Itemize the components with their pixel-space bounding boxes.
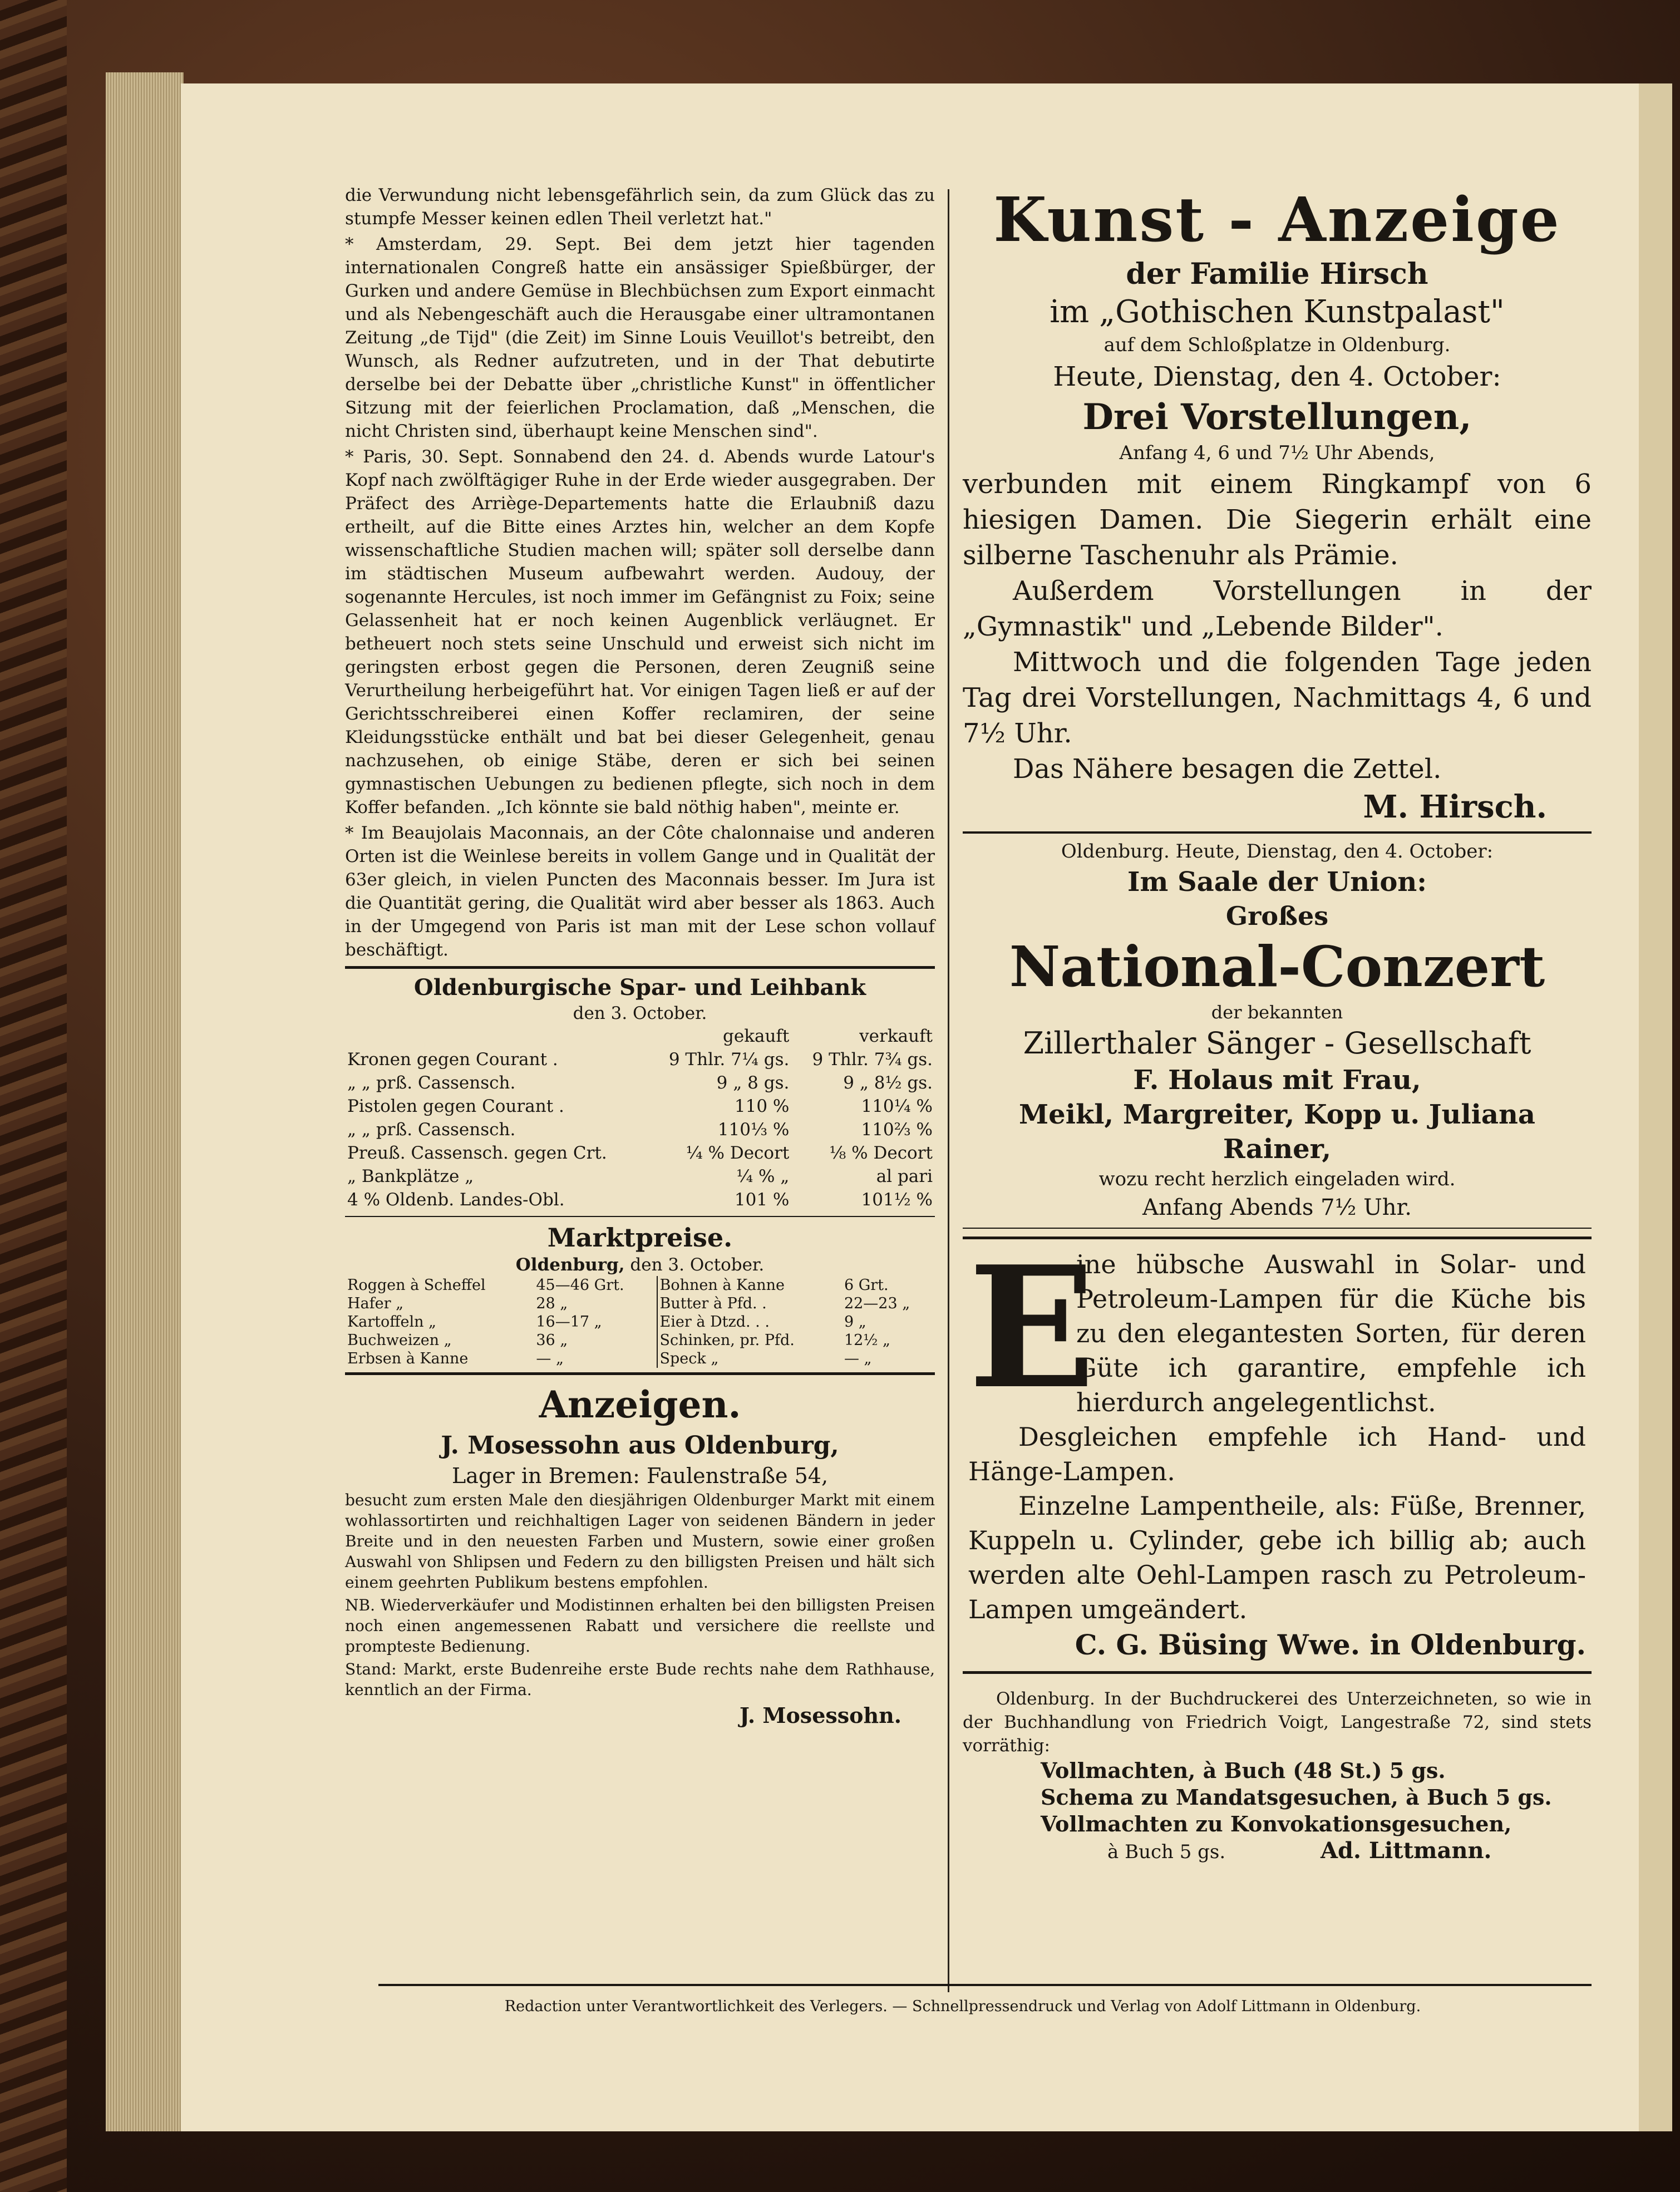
market-table (345, 1276, 935, 1368)
vollmacht-item: à Buch 5 gs. (1107, 1841, 1226, 1863)
marbled-cover (0, 0, 67, 2192)
kunst-family: der Familie Hirsch (1126, 257, 1428, 291)
divider (345, 966, 935, 969)
col-bought: gekauft (723, 1026, 790, 1046)
column-rule (948, 189, 949, 1992)
table-header-row (345, 1024, 935, 1048)
col-sold: verkauft (859, 1026, 933, 1046)
vollmacht-text: Oldenburg. In der Buchdruckerei des Unterzeichneten, so wie in der Buchhandlung von Friedrich Voigt, Langestraße 72, sind stets vorräthig: (963, 1689, 1592, 1756)
ads-heading: Anzeigen. (539, 1383, 741, 1426)
market-date: den 3. October. (630, 1255, 765, 1275)
ad-headline: J. Mosessohn aus Oldenburg, (441, 1431, 839, 1460)
bank-title: Oldenburgische Spar- und Leihbank (413, 974, 866, 1001)
exchange-table (345, 1024, 935, 1211)
table-row: Erbsen à Kanne — „ Speck „ — „ (347, 1350, 872, 1367)
table-row: Hafer „ 28 „ Butter à Pfd. . 22—23 „ (347, 1295, 910, 1312)
article-amsterdam: * Amsterdam, 29. Sept. Bei dem jetzt hier tagenden internationalen Congreß hatte ein ansässiger Spießbürger, der Gurken und andere Gemüse in Blechbüchsen zum Export einmacht und als Nebengeschäft auch die Herausgabe einer ultramontanen Zeitung „de Tijd" (die Zeit) im Sinne Louis Veuillot's betreibt, den Wunsch, als Redner aufzutreten, und in der That debutirte derselbe bei der Debatte über „christliche Kunst" in öffentlicher Sitzung mit der feierlichen Proclamation, daß „Menschen, die nicht Christen sind, überhaupt keine Menschen sind". (345, 234, 935, 441)
concert-invite: wozu recht herzlich eingeladen wird. (1098, 1168, 1456, 1190)
mosessohn-ad (345, 1430, 935, 1729)
article-beaujolais: * Im Beaujolais Maconnais, an der Côte chalonnaise und anderen Orten ist die Weinlese bereits in vollem Gange und in Qualität der 63er gleich, in vielen Puncten des Maconnais besser. Im Jura ist die Quantität gering, die Qualität wird aber besser als 1863. Auch in der Umgegend von Paris ist man mit der Lese schon vollauf beschäftigt. (345, 823, 935, 960)
market-place: Oldenburg, (515, 1255, 625, 1275)
table-row: Roggen à Scheffel 45—46 Grt. Bohnen à Kanne 6 Grt. (347, 1277, 889, 1294)
page-edge-right (1639, 83, 1672, 2131)
lamps-text: ine hübsche Auswahl in Solar- und Petroleum-Lampen für die Küche bis zu den elegantesten Sorten, für deren Güte ich garantire, empfehle ich hierdurch angelegentlichst. (1076, 1249, 1586, 1417)
lamps-signature: C. G. Büsing Wwe. in Oldenburg. (1075, 1628, 1586, 1661)
concert-start: Anfang Abends 7½ Uhr. (1142, 1195, 1412, 1220)
kunst-body: verbunden mit einem Ringkampf von 6 hiesigen Damen. Die Siegerin erhält eine silberne Taschenuhr als Prämie. (963, 469, 1592, 571)
kunst-anzeige (963, 184, 1592, 827)
ad-subheadline: Lager in Bremen: Faulenstraße 54, (451, 1464, 829, 1488)
article-paris: * Paris, 30. Sept. Sonnabend den 24. d. Abends wurde Latour's Kopf nach zwölftägiger Ruhe in der Erde wieder ausgegraben. Der Präfect des Arriège-Departements hatte die Erlaubniß dazu ertheilt, auf die Bitte eines Arztes hin, welcher an dem Kopfe wissenschaftliche Studien machen will; später soll derselbe dann im städtischen Museum aufbewahrt werden. Audouy, der sogenannte Hercules, ist noch immer im Gefängnist zu Foix; seine Gelassenheit hat er noch keinen Augenblick verläugnet. Er betheuert noch stets seine Unschuld und erweist sich nicht im geringsten erbost gegen die Personen, deren Zeugniß seine Verurtheilung herbeigeführt hat. Vor einigen Tagen ließ er auf der Gerichtsschreiberei einen Koffer reclamiren, der seine Kleidungsstücke enthält und bat bei dieser Gelegenheit, genau nachzusehen, ob einige Stäbe, deren er sich bei seinen gymnastischen Uebungen zu bedienen pflegte, sich noch in dem Koffer befanden. „Ich könnte sie bald nöthig haben", meinte er. (345, 447, 935, 817)
table-row: „ „ prß. Cassensch. 110⅓ % 110⅔ % (347, 1120, 933, 1140)
market-section (345, 1221, 935, 1368)
table-row: „ „ prß. Cassensch. 9 „ 8 gs. 9 „ 8½ gs. (347, 1073, 933, 1093)
bank-date: den 3. October. (573, 1003, 707, 1023)
ad-signature: J. Mosessohn. (739, 1703, 901, 1728)
kunst-start: Anfang 4, 6 und 7½ Uhr Abends, (1119, 442, 1435, 464)
market-title: Marktpreise. (547, 1223, 733, 1253)
kunst-title: Kunst - Anzeige (993, 184, 1561, 255)
vollmacht-item: Schema zu Mandatsgesuchen, à Buch 5 gs. (1041, 1785, 1552, 1810)
concert-line: der bekannten (1211, 1002, 1343, 1023)
divider (963, 1228, 1592, 1229)
table-row: Buchweizen „ 36 „ Schinken, pr. Pfd. 12½ „ (347, 1332, 891, 1349)
concert-grosses: Großes (1225, 901, 1329, 931)
table-row: Kartoffeln „ 16—17 „ Eier à Dtzd. . . 9 „ (347, 1313, 866, 1331)
ad-nb: NB. Wiederverkäufer und Modistinnen erhalten bei den billigsten Preisen noch einen angemessenen Rabatt und versichere die reellste und prompteste Bedienung. (345, 1596, 935, 1656)
kunst-place: im „Gothischen Kunstpalast" (1050, 294, 1505, 330)
concert-names: F. Holaus mit Frau, (1133, 1065, 1421, 1096)
lamps-text: Einzelne Lampentheile, als: Füße, Brenner, Kuppeln u. Cylinder, gebe ich billig ab; auch werden alte Oehl-Lampen rasch zu Petroleum-Lampen umgeändert. (968, 1491, 1586, 1624)
imprint-footer: Redaction unter Verantwortlichkeit des Verlegers. — Schnellpressendruck und Verlag von Adolf Littmann in Oldenburg. (504, 1998, 1421, 2015)
concert-names: Meikl, Margreiter, Kopp u. Juliana Rainer, (1019, 1099, 1535, 1165)
table-row: „ Bankplätze „ ¼ % „ al pari (347, 1166, 933, 1186)
kunst-body: Das Nähere besagen die Zettel. (1013, 753, 1442, 785)
lamps-text: Desgleichen empfehle ich Hand- und Hänge-Lampen. (968, 1422, 1586, 1486)
ad-stand: Stand: Markt, erste Budenreihe erste Bude rechts nahe dem Rathhause, kenntlich an der Firma. (345, 1660, 935, 1699)
divider (345, 1372, 935, 1375)
article-paragraph: die Verwundung nicht lebensgefährlich sein, da zum Glück das zu stumpfe Messer keinen edlen Theil verletzt hat." (345, 185, 935, 229)
kunst-location: auf dem Schloßplatze in Oldenburg. (1103, 334, 1451, 356)
footer-rule (378, 1984, 1592, 1986)
vollmacht-item: Vollmachten, à Buch (48 St.) 5 gs. (1041, 1758, 1446, 1783)
table-row: Kronen gegen Courant . 9 Thlr. 7¼ gs. 9 Thlr. 7¾ gs. (347, 1050, 933, 1070)
ad-text: besucht zum ersten Male den diesjährigen Oldenburger Markt mit einem wohlassortirten und reichhaltigen Lager von seidenen Bändern in jeder Breite und in den neuesten Farben und Mustern, sowie einer großen Auswahl von Shlipsen und Federn zu den billigsten Preisen und hält sich einem geehrten Publikum bestens empfohlen. (345, 1491, 935, 1592)
divider (345, 1216, 935, 1217)
divider (963, 831, 1592, 834)
concert-dateline: Oldenburg. Heute, Dienstag, den 4. October: (1061, 840, 1494, 863)
kunst-body: Mittwoch und die folgenden Tage jeden Tag drei Vorstellungen, Nachmittags 4, 6 und 7½ Uhr. (963, 647, 1592, 749)
vollmacht-ad (963, 1687, 1592, 1865)
kunst-today: Heute, Dienstag, den 4. October: (1053, 361, 1501, 392)
kunst-body: Außerdem Vorstellungen in der „Gymnastik" und „Lebende Bilder". (963, 575, 1592, 642)
concert-title: National-Conzert (1009, 934, 1545, 999)
dropcap-initial: E (968, 1229, 1096, 1426)
kunst-signature: M. Hirsch. (1363, 789, 1547, 825)
lamps-ad (963, 1229, 1592, 1674)
bank-section (345, 973, 935, 1211)
concert-ad (963, 838, 1592, 1223)
table-row: Pistolen gegen Courant . 110 % 110¼ % (347, 1096, 933, 1116)
kunst-shows: Drei Vorstellungen, (1082, 396, 1472, 438)
page-edges (106, 72, 184, 2131)
vollmacht-signature: Ad. Littmann. (1320, 1838, 1492, 1864)
concert-group: Zillerthaler Sänger - Gesellschaft (1023, 1026, 1531, 1061)
right-column (963, 184, 1592, 1865)
concert-venue: Im Saale der Union: (1127, 866, 1427, 898)
table-row: Preuß. Cassensch. gegen Crt. ¼ % Decort ⅛ % Decort (347, 1143, 933, 1163)
table-row: 4 % Oldenb. Landes-Obl. 101 % 101½ % (347, 1190, 933, 1210)
vollmacht-item: Vollmachten zu Konvokationsgesuchen, (1041, 1811, 1512, 1836)
left-column (345, 184, 935, 1729)
